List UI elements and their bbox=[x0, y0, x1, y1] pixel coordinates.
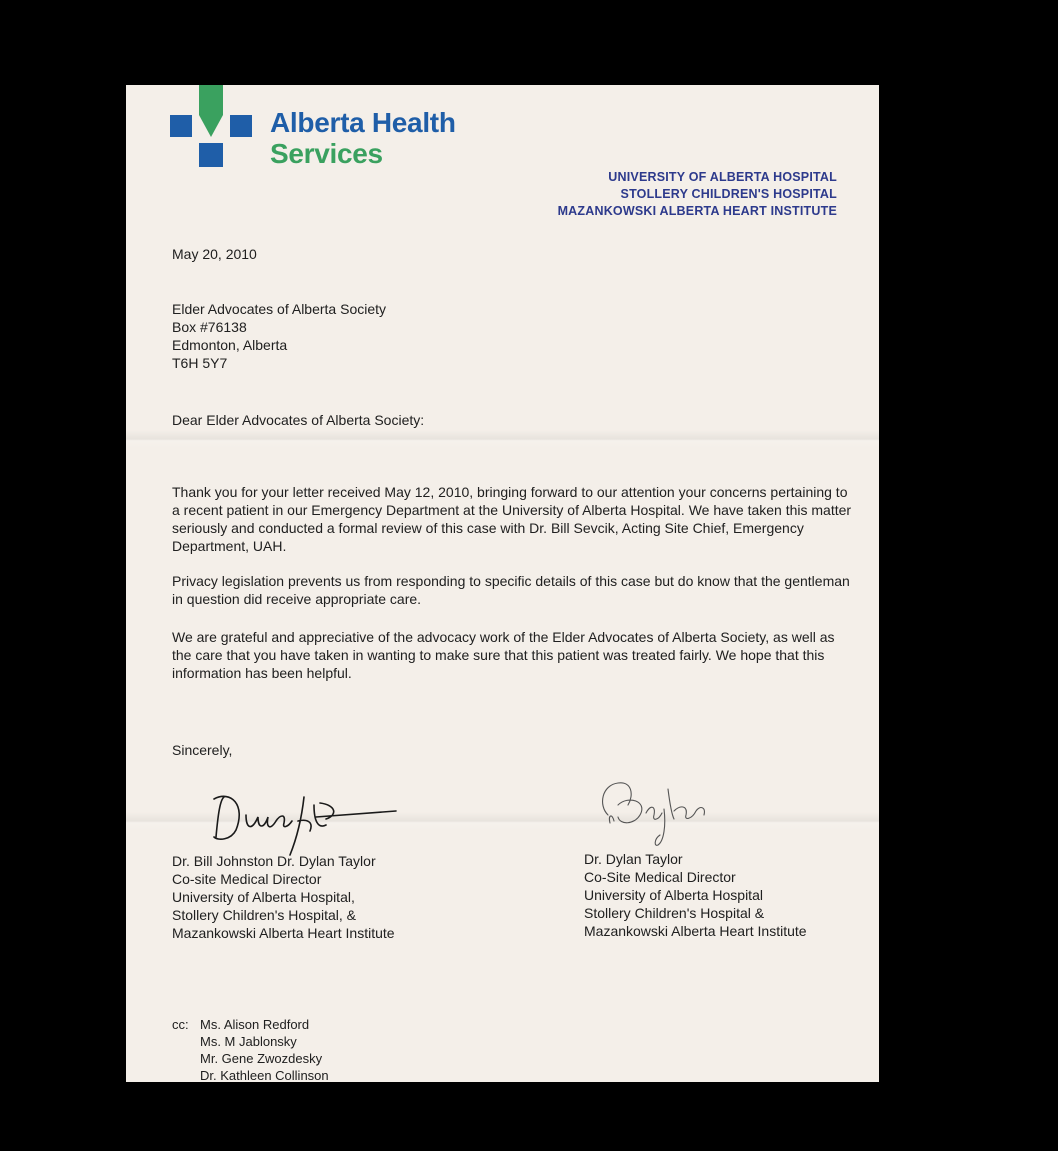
address-line: Elder Advocates of Alberta Society bbox=[172, 301, 387, 317]
logo-wordmark bbox=[270, 107, 456, 169]
signer-org: Mazankowski Alberta Heart Institute bbox=[172, 925, 395, 941]
hospital-list bbox=[558, 169, 837, 220]
signer-name: Dr. Dylan Taylor bbox=[584, 851, 683, 867]
signer-org: University of Alberta Hospital, bbox=[172, 889, 355, 905]
signer-title: Co-site Medical Director bbox=[172, 871, 322, 887]
cc-name: Mr. Gene Zwozdesky bbox=[200, 1051, 323, 1066]
cc-list bbox=[200, 1016, 329, 1082]
hospital-name: MAZANKOWSKI ALBERTA HEART INSTITUTE bbox=[557, 204, 837, 218]
alberta-health-services-logo-icon bbox=[170, 85, 256, 171]
logo-line-1: Alberta Health bbox=[270, 107, 456, 138]
hospital-name: UNIVERSITY OF ALBERTA HOSPITAL bbox=[608, 170, 837, 184]
letter-date: May 20, 2010 bbox=[172, 246, 257, 262]
logo-line-2: Services bbox=[270, 138, 383, 169]
address-line: Box #76138 bbox=[172, 319, 247, 335]
address-line: T6H 5Y7 bbox=[172, 355, 228, 371]
signer-org: Mazankowski Alberta Heart Institute bbox=[584, 923, 807, 939]
cc-name: Ms. Alison Redford bbox=[200, 1017, 310, 1032]
cc-block bbox=[172, 1016, 329, 1082]
salutation: Dear Elder Advocates of Alberta Society: bbox=[172, 412, 425, 428]
signer-block-left bbox=[172, 852, 395, 942]
body-paragraph: Thank you for your letter received May 12, 2010, bringing forward to our attention your concerns pertaining to a recent patient in our Emergency Department at the University of Alberta Hospital. We have taken this matter seriously and conducted a formal review of this case with Dr. Bill Sevcik, Acting Site Chief, Emergency Department, UAH. bbox=[172, 484, 852, 554]
recipient-address bbox=[172, 300, 386, 372]
body-paragraph: Privacy legislation prevents us from responding to specific details of this case but do know that the gentleman in question did receive appropriate care. bbox=[172, 573, 850, 607]
hospital-name: STOLLERY CHILDREN'S HOSPITAL bbox=[620, 187, 837, 201]
signer-title: Co-Site Medical Director bbox=[584, 869, 736, 885]
body-paragraph: We are grateful and appreciative of the advocacy work of the Elder Advocates of Alberta Society, as well as the care that you have taken in wanting to make sure that this patient was treated fairly. We hope that this information has been helpful. bbox=[172, 629, 835, 681]
cc-name: Dr. Kathleen Collinson bbox=[200, 1068, 329, 1082]
address-line: Edmonton, Alberta bbox=[172, 337, 288, 353]
cc-label: cc: bbox=[172, 1017, 189, 1032]
cc-name: Ms. M Jablonsky bbox=[200, 1034, 297, 1049]
handwritten-signature-right bbox=[588, 775, 728, 855]
signer-org: Stollery Children's Hospital, & bbox=[172, 907, 356, 923]
paper-fold bbox=[126, 430, 879, 448]
signer-block-right bbox=[584, 850, 807, 940]
letter-page bbox=[126, 85, 879, 1082]
signer-org: Stollery Children's Hospital & bbox=[584, 905, 765, 921]
closing: Sincerely, bbox=[172, 742, 233, 758]
signer-name: Dr. Bill Johnston Dr. Dylan Taylor bbox=[172, 853, 376, 869]
signer-org: University of Alberta Hospital bbox=[584, 887, 763, 903]
